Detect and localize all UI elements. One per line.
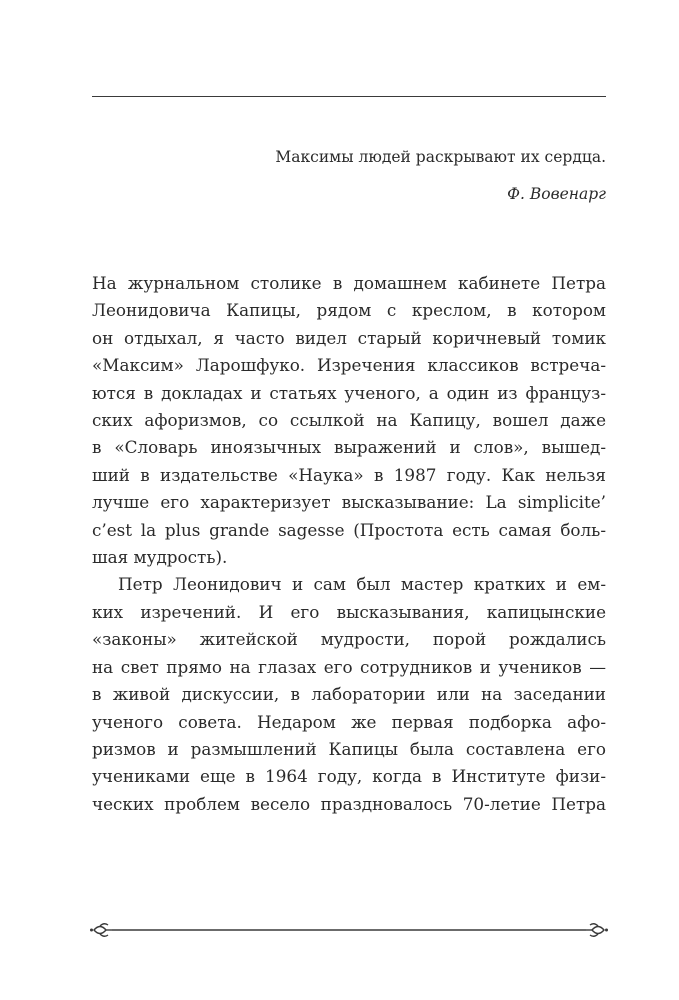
header-rule	[92, 96, 606, 97]
text-line: «Максим» Ларошфуко. Изречения классиков встреча-	[92, 355, 606, 376]
text-line: ризмов и размышлений Капицы была составлена его	[92, 738, 606, 759]
text-line: шая мудрость).	[92, 547, 228, 568]
text-line: лучше его характеризует высказывание: La simplicite’	[92, 492, 606, 513]
paragraph-1	[92, 270, 606, 571]
text-line: ческих проблем весело праздновалось 70-летие Петра	[92, 793, 606, 814]
text-line: Леонидовича Капицы, рядом с креслом, в котором	[92, 300, 606, 321]
text-line: ских афоризмов, со ссылкой на Капицу, вошел даже	[92, 410, 606, 431]
epigraph	[275, 146, 606, 205]
footer-ornament	[90, 918, 608, 942]
text-line: ший в издательстве «Наука» в 1987 году. Как нельзя	[92, 464, 606, 485]
text-line: он отдыхал, я часто видел старый коричневый томик	[92, 327, 606, 348]
text-line: «законы» житейской мудрости, порой рождались	[92, 629, 606, 650]
text-line: c’est la plus grande sagesse (Простота есть самая боль-	[92, 519, 606, 540]
epigraph-quote: Максимы людей раскрывают их сердца.	[275, 148, 606, 166]
text-line: ученого совета. Недаром же первая подборка афо-	[92, 711, 606, 732]
text-line: ких изречений. И его высказывания, капицынские	[92, 601, 606, 622]
text-line: Петр Леонидович и сам был мастер кратких и ем-	[118, 574, 606, 595]
text-line: в «Словарь иноязычных выражений и слов», вышед-	[92, 437, 606, 458]
epigraph-author: Ф. Вовенарг	[507, 185, 606, 203]
text-line: в живой дискуссии, в лаборатории или на заседании	[92, 684, 606, 705]
body-text	[92, 270, 606, 818]
text-line: на свет прямо на глазах его сотрудников и учеников —	[92, 656, 606, 677]
text-line: учениками еще в 1964 году, когда в Институте физи-	[92, 766, 606, 787]
paragraph-2	[92, 571, 606, 818]
text-line: ются в докладах и статьях ученого, а один из француз-	[92, 382, 606, 403]
text-line: На журнальном столике в домашнем кабинете Петра	[92, 273, 606, 293]
